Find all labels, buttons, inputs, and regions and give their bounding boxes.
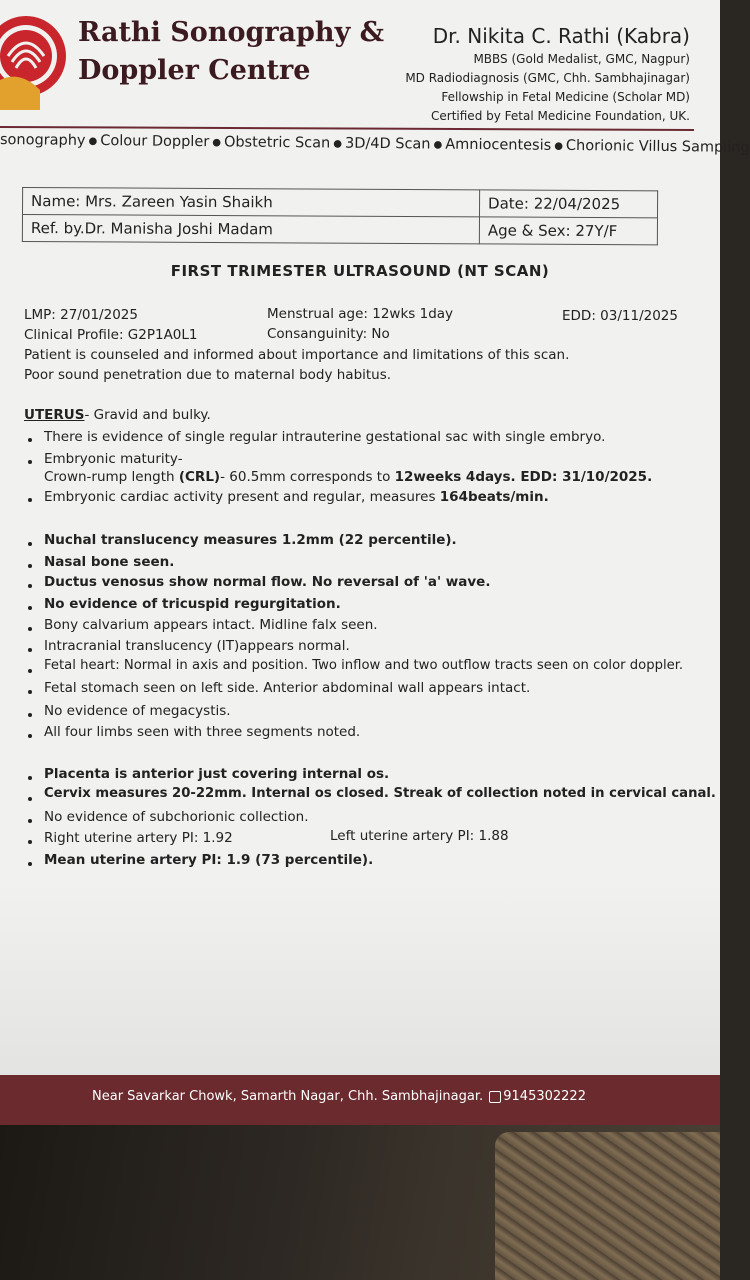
bullet [28, 606, 32, 610]
referring-doctor: Ref. by.Dr. Manisha Joshi Madam [22, 215, 479, 244]
uterus-line [24, 407, 211, 423]
crl-weeks: 12weeks 4days. EDD: 31/10/2025. [394, 469, 653, 485]
penetration-note: Poor sound penetration due to maternal body habitus. [24, 367, 392, 383]
services-list [0, 132, 750, 156]
finding-item: All four limbs seen with three segments noted. [44, 724, 361, 740]
uterus-text: - Gravid and bulky. [84, 407, 211, 423]
bullet [28, 776, 32, 780]
bullet [28, 862, 32, 866]
consanguinity: Consanguinity: No [267, 326, 390, 342]
bullet [28, 564, 32, 568]
background-fabric-pattern [495, 1132, 720, 1280]
doctor-name: Dr. Nikita C. Rathi (Kabra) [432, 24, 690, 48]
crl-bold: (CRL) [178, 469, 221, 485]
bullet [28, 840, 32, 844]
phone-icon [489, 1091, 501, 1103]
service-item: 3D/4D Scan [344, 135, 431, 153]
footer-phone: 9145302222 [503, 1089, 586, 1104]
header-divider [0, 126, 694, 131]
paper-shadow [0, 880, 720, 1080]
clinic-name [78, 14, 384, 90]
bullet [28, 734, 32, 738]
bullet [28, 498, 32, 502]
cardiac-finding [44, 489, 549, 505]
service-item: Colour Doppler [100, 133, 210, 151]
finding-item: Fetal stomach seen on left side. Anterior abdominal wall appears intact. [44, 680, 531, 696]
bullet [28, 819, 32, 823]
patient-info-table [22, 187, 658, 245]
menstrual-age: Menstrual age: 12wks 1day [267, 306, 454, 322]
bullet [28, 713, 32, 717]
qualification-line: Certified by Fetal Medicine Foundation, UK. [431, 109, 690, 123]
cardiac-pre: Embryonic cardiac activity present and regular, measures [44, 489, 440, 505]
mean-uterine-pi: Mean uterine artery PI: 1.9 (73 percentile). [44, 852, 374, 868]
footer-address: Near Savarkar Chowk, Samarth Nagar, Chh. Sambhajinagar. [92, 1089, 484, 1104]
service-item: Obstetric Scan [223, 134, 331, 152]
finding-item: Ductus venosus show normal flow. No reversal of 'a' wave. [44, 574, 491, 590]
qualification-line: Fellowship in Fetal Medicine (Scholar MD) [441, 90, 690, 104]
placenta-finding: Placenta is anterior just covering internal os. [44, 766, 390, 782]
crl-finding [44, 469, 652, 485]
clinical-profile: Clinical Profile: G2P1A0L1 [24, 327, 198, 343]
patient-age-sex: Age & Sex: 27Y/F [479, 217, 657, 245]
service-separator: ● [88, 135, 98, 147]
cervix-finding: Cervix measures 20-22mm. Internal os closed. Streak of collection noted in cervical canal. [44, 786, 716, 801]
clinic-name-line1: Rathi Sonography & [78, 17, 385, 48]
crl-pre: Crown-rump length [44, 469, 179, 485]
clinic-name-line2: Doppler Centre [78, 55, 311, 86]
service-separator: ● [433, 139, 443, 151]
bullet [28, 438, 32, 442]
bullet [28, 542, 32, 546]
finding-item: Fetal heart: Normal in axis and position. Two inflow and two outflow tracts seen on color doppler. [44, 658, 684, 673]
footer-band [0, 1075, 720, 1127]
left-uterine-pi: Left uterine artery PI: 1.88 [330, 828, 509, 844]
crl-mid: - 60.5mm corresponds to [220, 469, 395, 485]
right-uterine-pi: Right uterine artery PI: 1.92 [44, 830, 233, 846]
cardiac-bold: 164beats/min. [439, 489, 549, 505]
patient-name: Name: Mrs. Zareen Yasin Shaikh [22, 188, 479, 217]
report-date: Date: 22/04/2025 [479, 190, 657, 218]
counsel-note: Patient is counseled and informed about importance and limitations of this scan. [24, 347, 570, 363]
subchorionic-finding: No evidence of subchorionic collection. [44, 809, 309, 825]
lmp: LMP: 27/01/2025 [24, 307, 138, 323]
qualification-line: MBBS (Gold Medalist, GMC, Nagpur) [473, 52, 690, 66]
finding-item: Bony calvarium appears intact. Midline falx seen. [44, 617, 378, 633]
uterus-label: UTERUS [24, 407, 85, 423]
qualification-line: MD Radiodiagnosis (GMC, Chh. Sambhajinagar) [405, 71, 690, 85]
bullet [28, 669, 32, 673]
bullet [28, 797, 32, 801]
maturity-label: Embryonic maturity- [44, 451, 183, 467]
doctor-info [405, 22, 690, 126]
service-item: Chorionic Villus Sampling [565, 137, 750, 156]
clinic-logo-icon [0, 10, 66, 110]
bullet [28, 690, 32, 694]
report-title: FIRST TRIMESTER ULTRASOUND (NT SCAN) [170, 262, 550, 280]
bullet [28, 627, 32, 631]
gestation-finding: There is evidence of single regular intrauterine gestational sac with single embryo. [44, 429, 606, 445]
finding-item: Intracranial translucency (IT)appears normal. [44, 638, 350, 654]
service-item: sonography [0, 132, 86, 149]
finding-item: Nasal bone seen. [44, 554, 175, 570]
service-separator: ● [554, 140, 564, 152]
bullet [28, 648, 32, 652]
service-item: Amniocentesis [445, 136, 552, 154]
edd: EDD: 03/11/2025 [562, 308, 678, 324]
service-separator: ● [333, 137, 343, 150]
service-separator: ● [212, 136, 222, 148]
bullet [28, 460, 32, 464]
finding-item: No evidence of tricuspid regurgitation. [44, 596, 341, 612]
finding-item: Nuchal translucency measures 1.2mm (22 percentile). [44, 532, 457, 548]
footer-address-line [92, 1089, 586, 1104]
bullet [28, 584, 32, 588]
finding-item: No evidence of megacystis. [44, 703, 231, 719]
